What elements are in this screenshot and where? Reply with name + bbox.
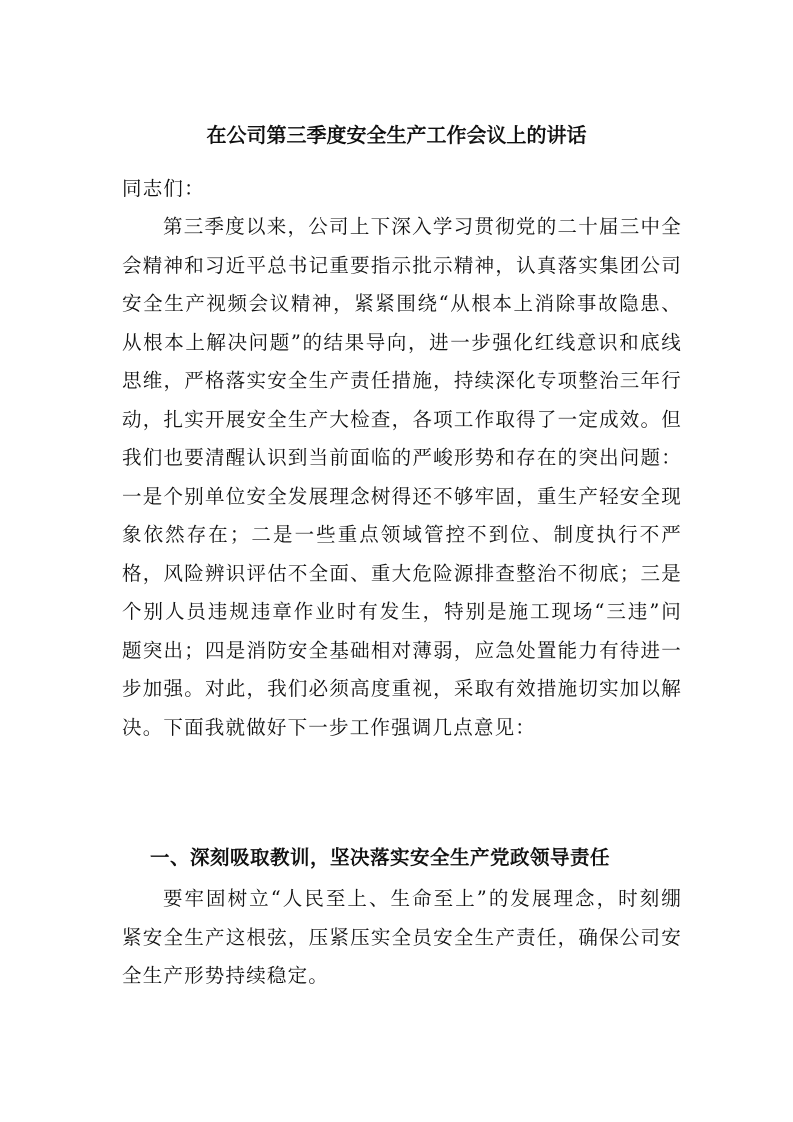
document-title: 在公司第三季度安全生产工作会议上的讲话 xyxy=(206,123,587,147)
paragraph-intro: 第三季度以来，公司上下深入学习贯彻党的二十届三中全会精神和习近平总书记重要指示批示精神，认真落实集团公司安全生产视频会议精神，紧紧围绕“从根本上消除事故隐患、从根本上解决问题”的结果导向，进一步强化红线意识和底线思维，严格落实安全生产责任措施，持续深化专项整治三年行动，扎实开展安全生产大检查，各项工作取得了一定成效。但我们也要清醒认识到当前面临的严峻形势和存在的突出问题：一是个别单位安全发展理念树得还不够牢固，重生产轻安全现象依然存在；二是一些重点领域管控不到位、制度执行不严格，风险辨识评估不全面、重大危险源排查整治不彻底；三是个别人员违规违章作业时有发生，特别是施工现场“三违”问题突出；四是消防安全基础相对薄弱，应急处置能力有待进一步加强。对此，我们必须高度重视，采取有效措施切实加以解决。下面我就做好下一步工作强调几点意见： xyxy=(122,215,682,739)
section-heading-1: 一、深刻吸取教训，坚决落实安全生产党政领导责任 xyxy=(150,846,611,869)
paragraph-section-1: 要牢固树立“人民至上、生命至上”的发展理念，时刻绷紧安全生产这根弦，压紧压实全员安全生产责任，确保公司安全生产形势持续稳定。 xyxy=(122,887,682,987)
salutation: 同志们： xyxy=(122,177,205,200)
